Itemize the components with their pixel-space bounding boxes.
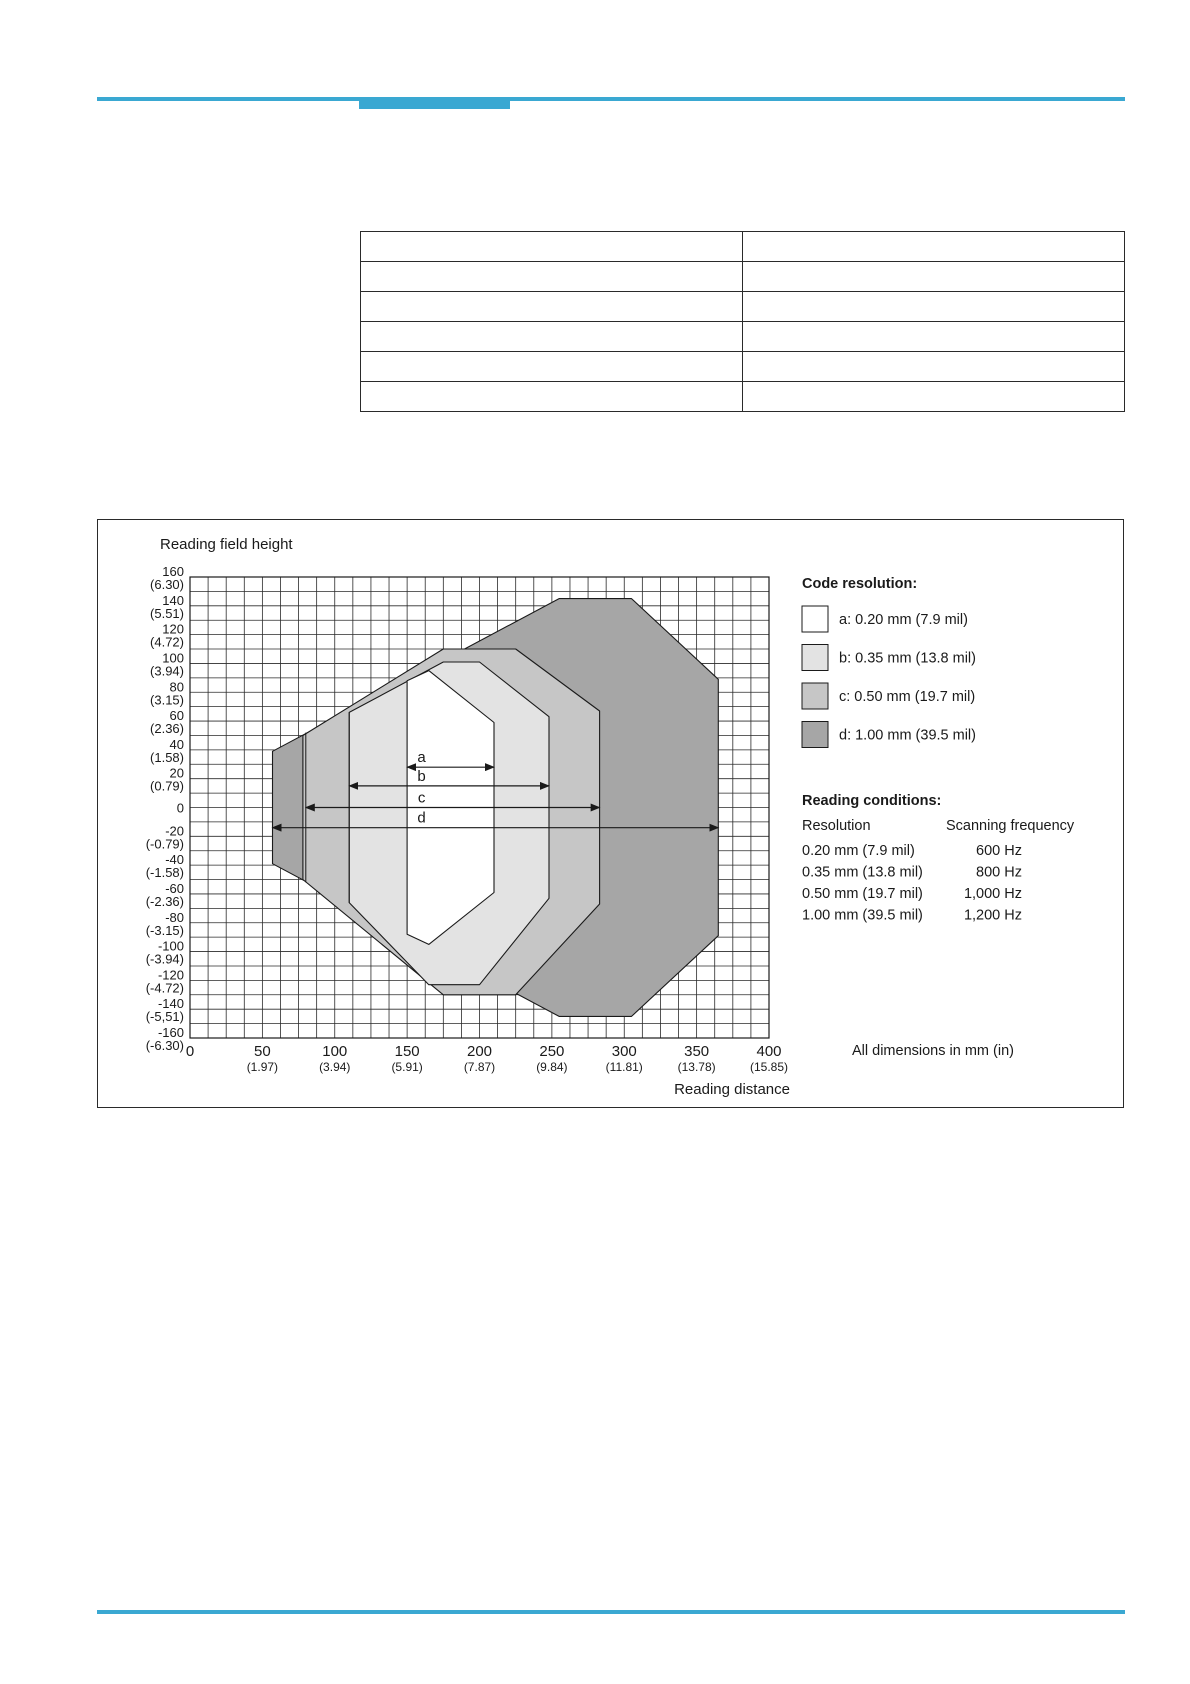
y-tick-sublabel: (-6.30) <box>145 1038 184 1053</box>
legend-label: a: 0.20 mm (7.9 mil) <box>839 612 968 628</box>
x-tick-sublabel: (9.84) <box>536 1060 568 1074</box>
x-axis-title: Reading distance <box>674 1081 790 1098</box>
reading-conditions-title: Reading conditions: <box>802 793 942 809</box>
y-tick-sublabel: (-0.79) <box>145 836 184 852</box>
y-tick-sublabel: (2.36) <box>150 721 184 737</box>
y-tick-label: 140 <box>162 592 184 608</box>
spec-table-row <box>361 262 1125 292</box>
x-tick-label: 200 <box>466 1043 493 1060</box>
footer-rule <box>97 1610 1125 1614</box>
reading-condition-frequency: 800 Hz <box>976 864 1022 881</box>
y-tick-label: 100 <box>162 650 184 666</box>
spec-table-cell <box>361 232 743 262</box>
x-tick-label: 150 <box>394 1043 420 1060</box>
spec-table-row <box>361 352 1125 382</box>
dimension-label-a: a <box>417 749 426 767</box>
header-tab-marker <box>359 97 510 109</box>
x-tick-sublabel: (13.78) <box>677 1060 716 1074</box>
legend-swatch-a <box>802 606 828 632</box>
legend-label: b: 0.35 mm (13.8 mil) <box>839 650 976 667</box>
spec-table-cell <box>361 322 743 352</box>
y-tick-sublabel: (0.79) <box>150 778 184 794</box>
legend-label: d: 1.00 mm (39.5 mil) <box>839 727 976 744</box>
y-tick-label: -140 <box>157 996 184 1012</box>
y-tick-sublabel: (-3.94) <box>145 951 184 967</box>
spec-table-cell <box>743 352 1125 382</box>
spec-table-cell <box>743 382 1125 412</box>
x-tick-label: 300 <box>611 1043 637 1060</box>
x-tick-sublabel: (5.91) <box>391 1060 423 1074</box>
spec-table-cell <box>743 262 1125 292</box>
x-tick-sublabel: (3.94) <box>319 1060 351 1074</box>
reading-condition-resolution: 0.50 mm (19.7 mil) <box>802 886 923 902</box>
reading-conditions-header-resolution: Resolution <box>802 818 871 834</box>
spec-table-cell <box>743 322 1125 352</box>
y-tick-sublabel: (-2.36) <box>145 893 184 909</box>
spec-table-cell <box>743 292 1125 322</box>
x-tick-label: 0 <box>185 1043 195 1060</box>
legend-swatch-b <box>802 645 828 671</box>
dimensions-note: All dimensions in mm (in) <box>852 1043 1014 1059</box>
spec-table-cell <box>361 382 743 412</box>
y-tick-label: 60 <box>169 708 184 724</box>
header-rule-right <box>510 97 1125 101</box>
y-tick-label: 120 <box>162 621 184 637</box>
x-tick-sublabel: (7.87) <box>463 1060 496 1074</box>
y-tick-label: -80 <box>165 909 184 925</box>
y-tick-label: 40 <box>169 736 184 752</box>
spec-table-row <box>361 382 1125 412</box>
y-tick-sublabel: (5.51) <box>150 605 184 621</box>
x-tick-label: 100 <box>322 1043 348 1060</box>
y-tick-label: 0 <box>176 800 184 816</box>
x-tick-sublabel: (15.85) <box>749 1060 789 1074</box>
dimension-label-d: d <box>417 809 426 827</box>
legend-swatch-c <box>802 683 828 709</box>
reading-field-chart <box>98 520 1123 1107</box>
reading-field-figure <box>97 519 1124 1108</box>
reading-condition-frequency: 1,000 Hz <box>963 886 1022 902</box>
y-tick-sublabel: (-5,51) <box>145 1009 184 1025</box>
y-tick-sublabel: (-1.58) <box>145 865 184 881</box>
spec-table <box>360 231 1125 412</box>
y-tick-label: 80 <box>169 679 184 695</box>
y-tick-sublabel: (-4.72) <box>145 980 184 996</box>
spec-table-row <box>361 232 1125 262</box>
y-tick-label: -100 <box>157 938 184 954</box>
reading-condition-frequency: 600 Hz <box>976 843 1022 859</box>
y-tick-label: 160 <box>162 564 184 579</box>
reading-condition-frequency: 1,200 Hz <box>963 907 1022 924</box>
y-tick-sublabel: (-3.15) <box>145 922 184 938</box>
spec-table-cell <box>361 292 743 322</box>
y-tick-label: -160 <box>157 1025 184 1040</box>
y-tick-label: -20 <box>165 823 184 839</box>
legend-title: Code resolution: <box>802 576 918 592</box>
x-tick-label: 50 <box>254 1043 271 1060</box>
y-tick-label: -120 <box>157 967 184 983</box>
dimension-label-b: b <box>417 767 426 785</box>
y-tick-label: -60 <box>165 880 184 896</box>
spec-table-row <box>361 322 1125 352</box>
spec-table-cell <box>743 232 1125 262</box>
x-tick-label: 350 <box>684 1043 710 1060</box>
spec-table-row <box>361 292 1125 322</box>
y-tick-sublabel: (4.72) <box>150 634 184 650</box>
legend-label: c: 0.50 mm (19.7 mil) <box>839 689 976 705</box>
x-tick-label: 250 <box>539 1043 565 1060</box>
y-tick-sublabel: (1.58) <box>150 749 184 765</box>
y-tick-label: -40 <box>165 852 184 868</box>
y-tick-sublabel: (6.30) <box>150 577 184 592</box>
dimension-label-c: c <box>417 789 426 807</box>
y-axis-title: Reading field height <box>160 536 293 553</box>
reading-condition-resolution: 1.00 mm (39.5 mil) <box>802 907 923 924</box>
reading-condition-resolution: 0.20 mm (7.9 mil) <box>802 843 915 859</box>
x-tick-sublabel: (1.97) <box>246 1060 279 1074</box>
y-tick-label: 20 <box>169 765 184 781</box>
y-tick-sublabel: (3.94) <box>150 663 184 679</box>
x-tick-label: 400 <box>756 1043 782 1060</box>
y-tick-sublabel: (3.15) <box>150 692 184 708</box>
x-tick-sublabel: (11.81) <box>605 1060 643 1074</box>
header-rule-left <box>97 97 359 101</box>
legend-swatch-d <box>802 722 828 748</box>
spec-table-cell <box>361 352 743 382</box>
reading-condition-resolution: 0.35 mm (13.8 mil) <box>802 864 923 881</box>
spec-table-cell <box>361 262 743 292</box>
reading-conditions-header-frequency: Scanning frequency <box>946 818 1075 834</box>
